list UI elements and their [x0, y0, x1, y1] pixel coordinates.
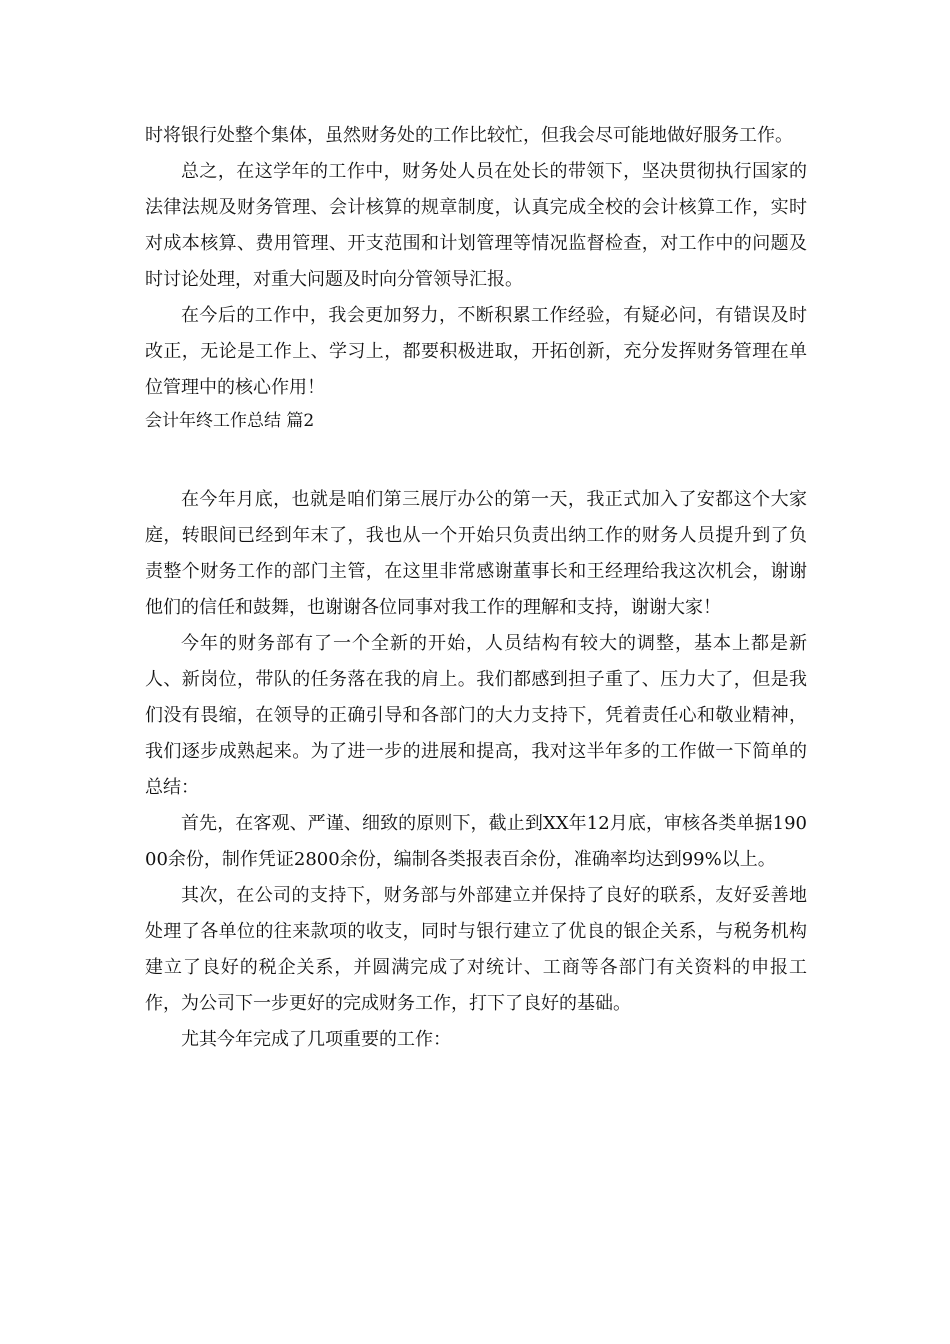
document-body: [145, 118, 807, 1058]
paragraph-continuation: 时将银行处整个集体，虽然财务处的工作比较忙，但我会尽可能地做好服务工作。: [145, 125, 793, 146]
paragraph-future-work: 在今后的工作中，我会更加努力，不断积累工作经验，有疑必问，有错误及时改正，无论是工作上、学习上，都要积极进取，开拓创新，充分发挥财务管理在单位管理中的核心作用！: [145, 305, 807, 398]
paragraph-summary: 总之，在这学年的工作中，财务处人员在处长的带领下，坚决贯彻执行国家的法律法规及财务管理、会计核算的规章制度，认真完成全校的会计核算工作，实时对成本核算、费用管理、开支范围和计划管理等情况监督检查，对工作中的问题及时讨论处理，对重大问题及时向分管领导汇报。: [145, 161, 807, 290]
paragraph-key-tasks: 尤其今年完成了几项重要的工作：: [181, 1029, 451, 1050]
paragraph-department: 今年的财务部有了一个全新的开始，人员结构有较大的调整，基本上都是新人、新岗位，带队的任务落在我的肩上。我们都感到担子重了、压力大了，但是我们没有畏缩，在领导的正确引导和各部门的大力支持下，凭着责任心和敬业精神，我们逐步成熟起来。为了进一步的进展和提高，我对这半年多的工作做一下简单的总结：: [145, 633, 807, 798]
paragraph-first: 首先，在客观、严谨、细致的原则下，截止到XX年12月底，审核各类单据19000余份，制作凭证2800余份，编制各类报表百余份，准确率均达到99%以上。: [145, 813, 807, 870]
paragraph-intro: 在今年月底，也就是咱们第三展厅办公的第一天，我正式加入了安都这个大家庭，转眼间已经到年末了，我也从一个开始只负责出纳工作的财务人员提升到了负责整个财务工作的部门主管，在这里非常感谢董事长和王经理给我这次机会，谢谢他们的信任和鼓舞，也谢谢各位同事对我工作的理解和支持，谢谢大家！: [145, 489, 807, 618]
paragraph-second: 其次，在公司的支持下，财务部与外部建立并保持了良好的联系，友好妥善地处理了各单位的往来款项的收支，同时与银行建立了优良的银企关系，与税务机构建立了良好的税企关系，并圆满完成了对统计、工商等各部门有关资料的申报工作，为公司下一步更好的完成财务工作，打下了良好的基础。: [145, 885, 807, 1014]
section-title: 会计年终工作总结 篇2: [145, 411, 315, 431]
